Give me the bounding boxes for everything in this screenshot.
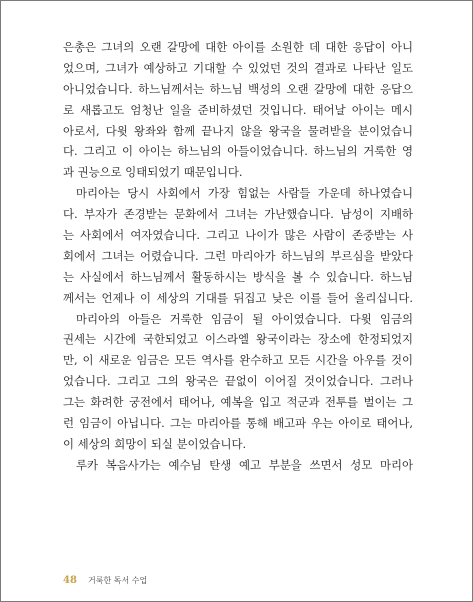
text-line: 었으며, 그녀가 예상하고 기대할 수 있었던 것의 결과로 나타난 일도 <box>63 60 413 75</box>
text-line: 께서는 언제나 이 세상의 기대를 뒤집고 낮은 이를 들어 올리십니다. <box>63 290 413 305</box>
text-line: 이 세상의 희망이 되실 분이었습니다. <box>63 436 247 451</box>
page-number: 48 <box>63 575 77 586</box>
text-line: 로 새롭고도 엄청난 일을 준비하셨던 것입니다. 태어날 아이는 메시 <box>63 102 413 117</box>
text-line: 다. 부자가 존경받는 문화에서 그녀는 가난했습니다. 남성이 지배하 <box>63 207 413 222</box>
text-line: 과 권능으로 잉태되었기 때문입니다. <box>63 165 243 180</box>
text-line: 권세는 시간에 국한되었고 이스라엘 왕국이라는 장소에 한정되었지 <box>63 332 413 347</box>
text-line: 만, 이 새로운 임금은 모든 역사를 완수하고 모든 시간을 아우를 것이 <box>63 353 413 368</box>
page-footer <box>63 568 147 587</box>
text-line: 었습니다. 그리고 그의 왕국은 끝없이 이어질 것이었습니다. 그러나 <box>63 374 413 389</box>
text-line: 는 사실에서 하느님께서 활동하시는 방식을 볼 수 있습니다. 하느님 <box>63 269 413 284</box>
text-line: 마리아의 아들은 거룩한 임금이 될 아이였습니다. 다윗 임금의 <box>76 311 413 326</box>
text-line: 루카 복음사가는 예수님 탄생 예고 부분을 쓰면서 성모 마리아 <box>76 457 413 472</box>
text-line: 는 사회에서 여자였습니다. 그리고 나이가 많은 사람이 존중받는 사 <box>63 228 413 243</box>
text-line: 은총은 그녀의 오랜 갈망에 대한 아이를 소원한 데 대한 응답이 아니 <box>63 40 413 54</box>
running-title: 거룩한 독서 수업 <box>88 576 148 585</box>
text-line: 마리아는 당시 사회에서 가장 힘없는 사람들 가운데 하나였습니 <box>76 186 413 201</box>
text-line: 아니었습니다. 하느님께서는 하느님 백성의 오랜 갈망에 대한 응답으 <box>63 81 413 96</box>
text-line: 회에서 그녀는 어렸습니다. 그런 마리아가 하느님의 부르심을 받았다 <box>63 248 413 263</box>
body-text <box>63 37 413 476</box>
text-line: 아로서, 다윗 왕좌와 함께 끝나지 않을 왕국을 물려받을 분이었습니 <box>63 123 413 138</box>
text-line: 런 임금이 아닙니다. 그는 마리아를 통해 배고파 우는 아이로 태어나, <box>63 416 413 431</box>
text-line: 그는 화려한 궁전에서 태어나, 예복을 입고 적군과 전투를 벌이는 그 <box>63 395 413 410</box>
text-line: 다. 그리고 이 아이는 하느님의 아들이었습니다. 하느님의 거룩한 영 <box>63 144 413 159</box>
